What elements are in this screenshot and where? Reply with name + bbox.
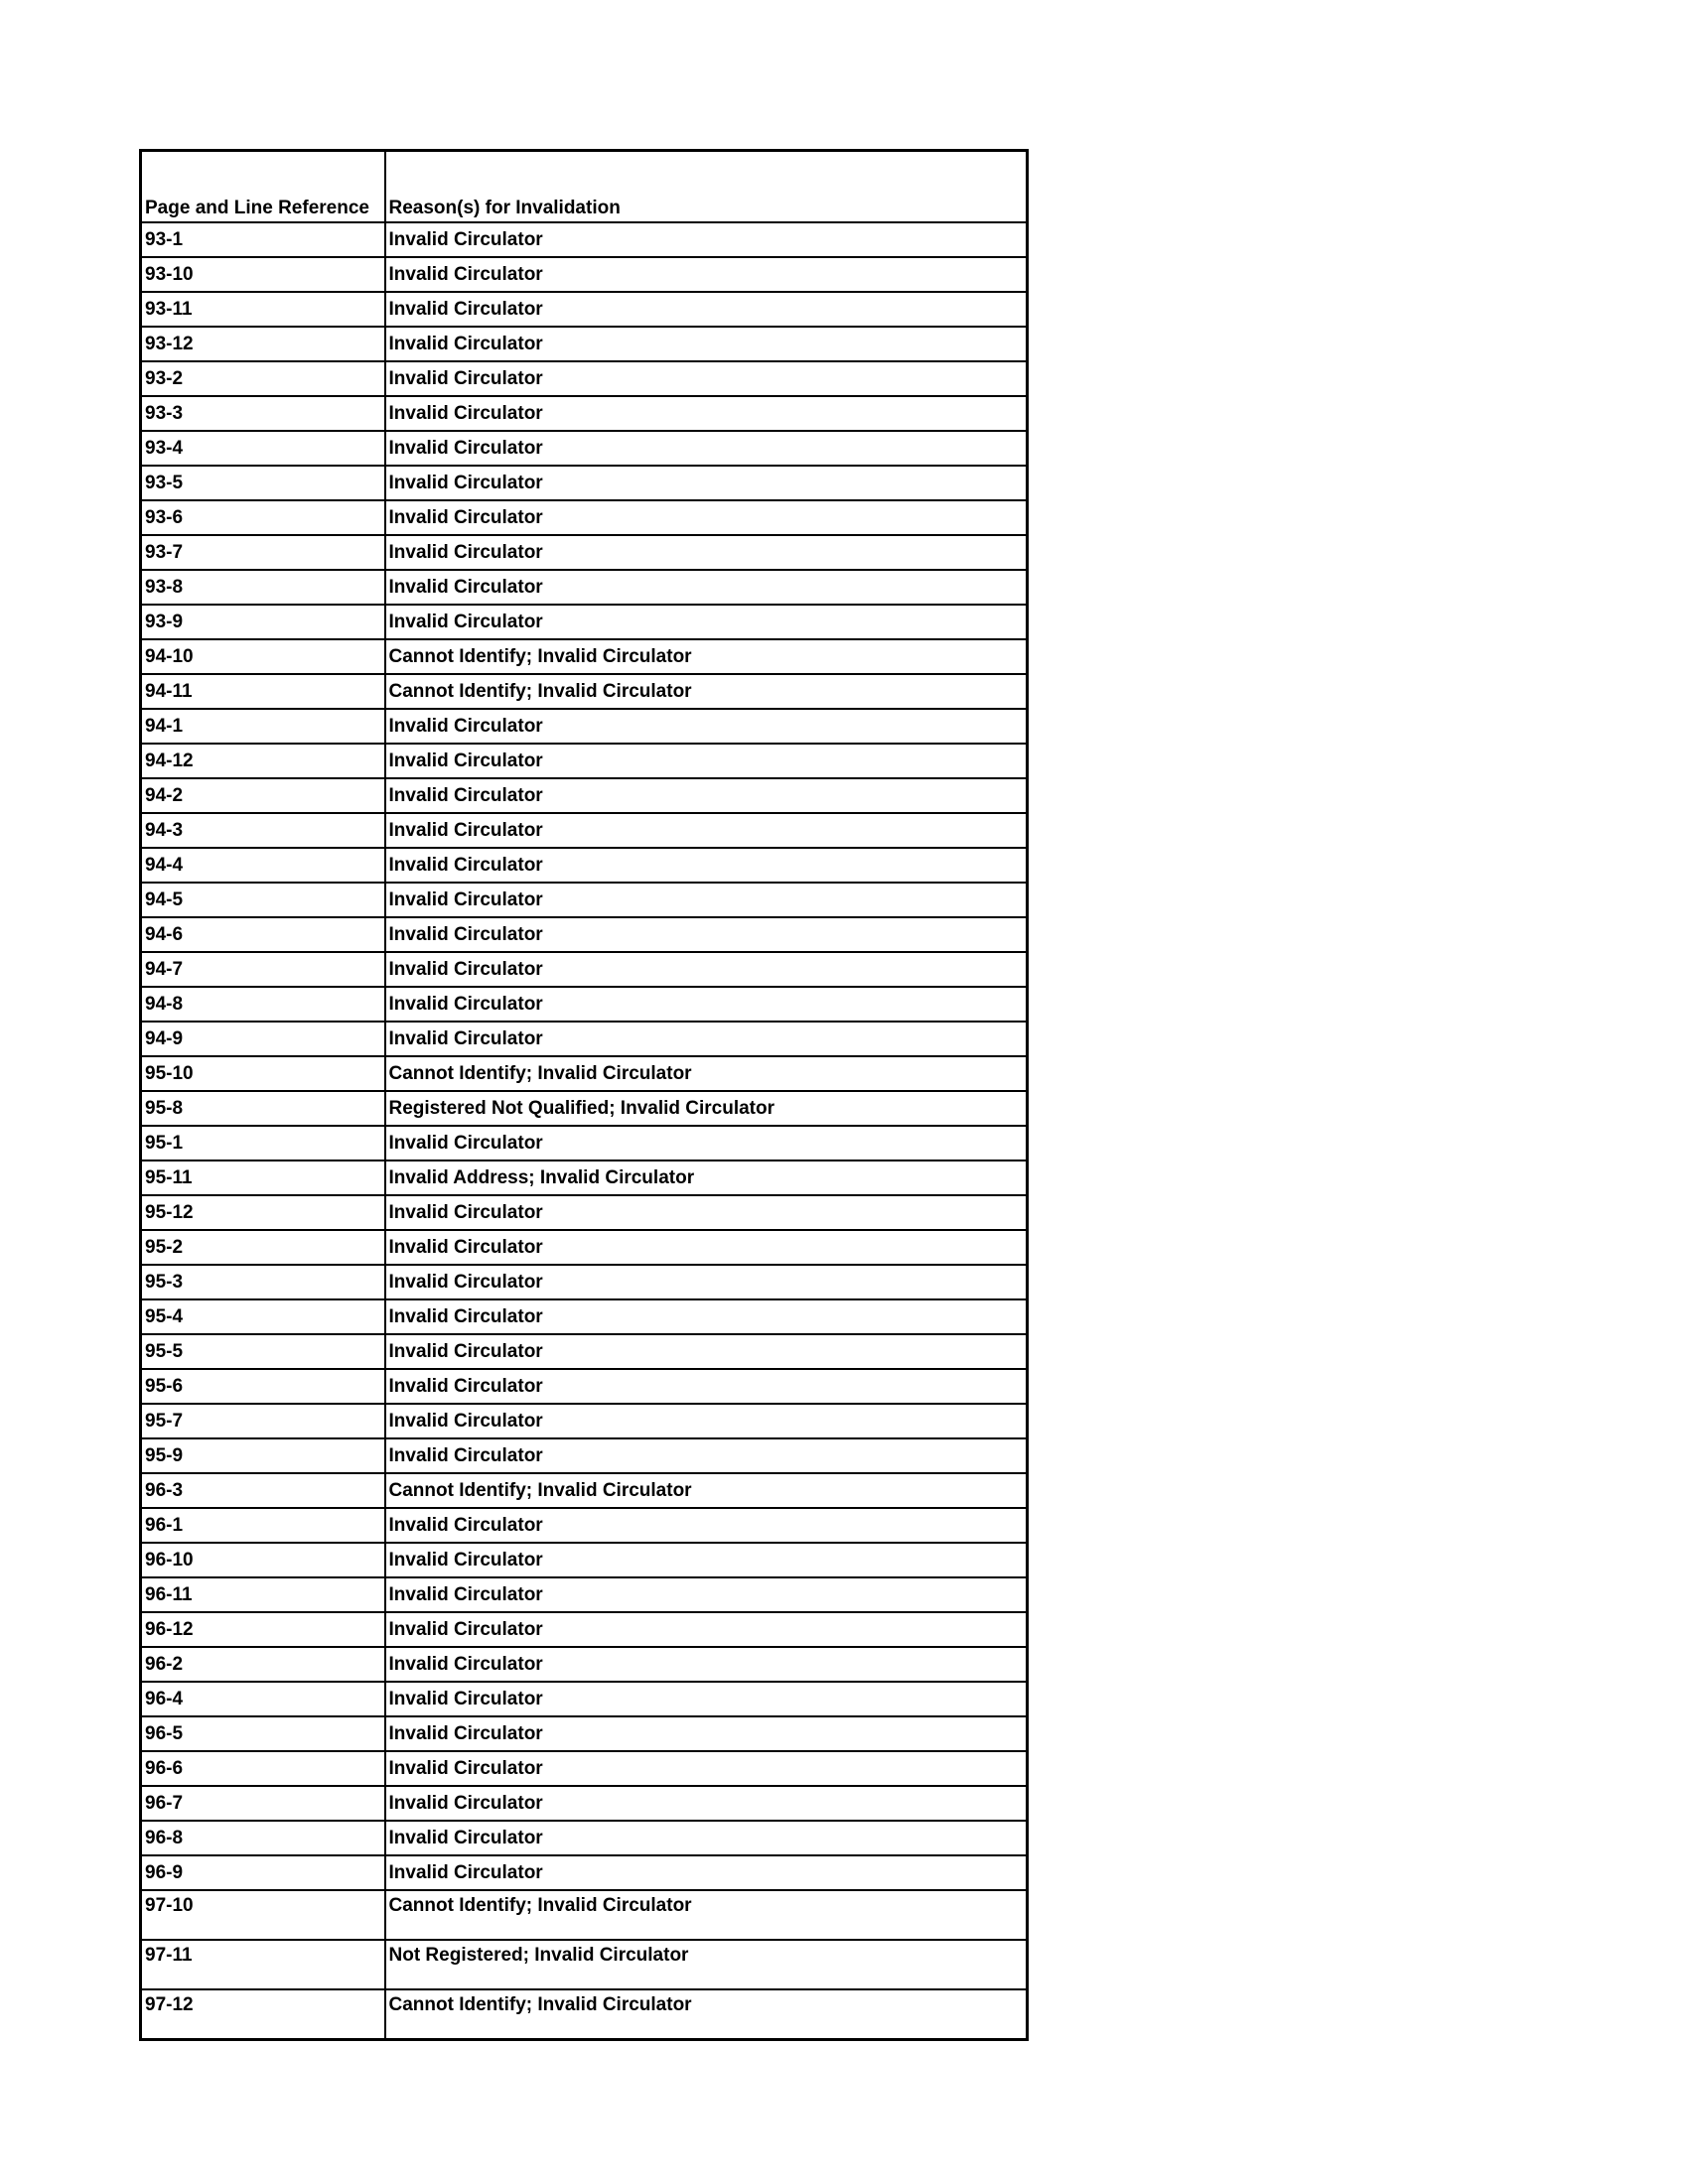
page-line-reference-cell: 93-12 [141, 327, 385, 361]
page-line-reference-cell: 95-6 [141, 1369, 385, 1404]
invalidation-reason-cell: Invalid Circulator [385, 1438, 1028, 1473]
invalidation-reason-cell: Invalid Circulator [385, 883, 1028, 917]
table-row [141, 361, 1028, 396]
table-row [141, 1369, 1028, 1404]
table-row [141, 883, 1028, 917]
invalidation-reason-cell: Invalid Circulator [385, 1230, 1028, 1265]
page-line-reference-cell: 95-10 [141, 1056, 385, 1091]
table-row [141, 987, 1028, 1022]
page-line-reference-cell: 96-7 [141, 1786, 385, 1821]
invalidation-sheet [139, 149, 1026, 2041]
page-line-reference-cell: 96-1 [141, 1508, 385, 1543]
page-line-reference-cell: 95-8 [141, 1091, 385, 1126]
page-line-reference-cell: 96-4 [141, 1682, 385, 1716]
page-line-reference-cell: 93-3 [141, 396, 385, 431]
page-line-reference-cell: 94-1 [141, 709, 385, 744]
invalidation-table-body [141, 151, 1028, 2040]
table-row [141, 1577, 1028, 1612]
invalidation-reason-cell: Invalid Circulator [385, 848, 1028, 883]
invalidation-reason-cell: Cannot Identify; Invalid Circulator [385, 674, 1028, 709]
invalidation-reason-cell: Invalid Circulator [385, 1577, 1028, 1612]
invalidation-reason-cell: Invalid Circulator [385, 744, 1028, 778]
page-line-reference-cell: 95-12 [141, 1195, 385, 1230]
page-line-reference-cell: 95-2 [141, 1230, 385, 1265]
invalidation-reason-cell: Invalid Circulator [385, 1022, 1028, 1056]
invalidation-reason-cell: Invalid Circulator [385, 1543, 1028, 1577]
table-row [141, 1647, 1028, 1682]
page-line-reference-cell: 93-5 [141, 466, 385, 500]
invalidation-reason-cell: Invalid Circulator [385, 466, 1028, 500]
header-page-line-reference: Page and Line Reference [141, 151, 385, 223]
page-line-reference-cell: 97-10 [141, 1890, 385, 1940]
invalidation-reason-cell: Invalid Circulator [385, 257, 1028, 292]
invalidation-reason-cell: Invalid Circulator [385, 327, 1028, 361]
table-row [141, 1404, 1028, 1438]
page-line-reference-cell: 96-2 [141, 1647, 385, 1682]
page-line-reference-cell: 97-11 [141, 1940, 385, 1989]
page-line-reference-cell: 95-11 [141, 1160, 385, 1195]
table-row [141, 570, 1028, 605]
page-line-reference-cell: 94-12 [141, 744, 385, 778]
table-row [141, 1195, 1028, 1230]
table-row [141, 222, 1028, 257]
table-row [141, 952, 1028, 987]
invalidation-reason-cell: Cannot Identify; Invalid Circulator [385, 1890, 1028, 1940]
page-line-reference-cell: 93-1 [141, 222, 385, 257]
table-row [141, 500, 1028, 535]
invalidation-reason-cell: Registered Not Qualified; Invalid Circulator [385, 1091, 1028, 1126]
page-line-reference-cell: 95-4 [141, 1299, 385, 1334]
table-row [141, 1716, 1028, 1751]
table-row [141, 1299, 1028, 1334]
invalidation-reason-cell: Cannot Identify; Invalid Circulator [385, 639, 1028, 674]
invalidation-reason-cell: Invalid Circulator [385, 605, 1028, 639]
table-row [141, 1543, 1028, 1577]
table-row [141, 1022, 1028, 1056]
page-line-reference-cell: 94-11 [141, 674, 385, 709]
page-line-reference-cell: 93-6 [141, 500, 385, 535]
page-line-reference-cell: 93-7 [141, 535, 385, 570]
page-line-reference-cell: 94-5 [141, 883, 385, 917]
invalidation-reason-cell: Invalid Circulator [385, 1195, 1028, 1230]
table-row [141, 778, 1028, 813]
table-row [141, 1508, 1028, 1543]
table-row [141, 1855, 1028, 1890]
table-row [141, 1438, 1028, 1473]
table-row [141, 813, 1028, 848]
invalidation-reason-cell: Invalid Circulator [385, 1716, 1028, 1751]
invalidation-reason-cell: Cannot Identify; Invalid Circulator [385, 1989, 1028, 2040]
invalidation-reason-cell: Invalid Circulator [385, 361, 1028, 396]
page-line-reference-cell: 96-6 [141, 1751, 385, 1786]
invalidation-reason-cell: Invalid Circulator [385, 222, 1028, 257]
invalidation-reason-cell: Invalid Circulator [385, 813, 1028, 848]
table-row [141, 1091, 1028, 1126]
table-row [141, 396, 1028, 431]
table-row [141, 709, 1028, 744]
page-line-reference-cell: 95-1 [141, 1126, 385, 1160]
invalidation-reason-cell: Invalid Circulator [385, 570, 1028, 605]
invalidation-reason-cell: Invalid Circulator [385, 1682, 1028, 1716]
invalidation-reason-cell: Invalid Circulator [385, 292, 1028, 327]
page-line-reference-cell: 93-2 [141, 361, 385, 396]
table-row [141, 535, 1028, 570]
invalidation-reason-cell: Invalid Circulator [385, 1265, 1028, 1299]
page-line-reference-cell: 94-8 [141, 987, 385, 1022]
page-line-reference-cell: 96-11 [141, 1577, 385, 1612]
page-line-reference-cell: 96-9 [141, 1855, 385, 1890]
invalidation-reason-cell: Invalid Circulator [385, 535, 1028, 570]
invalidation-reason-cell: Invalid Circulator [385, 396, 1028, 431]
table-row [141, 1786, 1028, 1821]
table-row [141, 1230, 1028, 1265]
invalidation-reason-cell: Invalid Circulator [385, 778, 1028, 813]
invalidation-reason-cell: Invalid Circulator [385, 1404, 1028, 1438]
invalidation-reason-cell: Invalid Circulator [385, 431, 1028, 466]
invalidation-table [139, 149, 1029, 2041]
page-line-reference-cell: 94-10 [141, 639, 385, 674]
header-reasons-for-invalidation: Reason(s) for Invalidation [385, 151, 1028, 223]
page-line-reference-cell: 96-12 [141, 1612, 385, 1647]
table-row [141, 431, 1028, 466]
page-line-reference-cell: 95-3 [141, 1265, 385, 1299]
invalidation-reason-cell: Invalid Address; Invalid Circulator [385, 1160, 1028, 1195]
invalidation-reason-cell: Invalid Circulator [385, 709, 1028, 744]
table-row [141, 1821, 1028, 1855]
invalidation-reason-cell: Invalid Circulator [385, 1369, 1028, 1404]
table-row [141, 1890, 1028, 1940]
invalidation-reason-cell: Invalid Circulator [385, 1299, 1028, 1334]
invalidation-reason-cell: Invalid Circulator [385, 1508, 1028, 1543]
page-line-reference-cell: 94-9 [141, 1022, 385, 1056]
invalidation-reason-cell: Invalid Circulator [385, 500, 1028, 535]
page-line-reference-cell: 95-9 [141, 1438, 385, 1473]
table-row [141, 639, 1028, 674]
invalidation-reason-cell: Cannot Identify; Invalid Circulator [385, 1473, 1028, 1508]
table-row [141, 1056, 1028, 1091]
page-line-reference-cell: 96-8 [141, 1821, 385, 1855]
invalidation-reason-cell: Invalid Circulator [385, 1855, 1028, 1890]
page-line-reference-cell: 93-4 [141, 431, 385, 466]
table-row [141, 1989, 1028, 2040]
table-row [141, 257, 1028, 292]
invalidation-reason-cell: Invalid Circulator [385, 952, 1028, 987]
table-row [141, 917, 1028, 952]
page-line-reference-cell: 93-9 [141, 605, 385, 639]
invalidation-reason-cell: Invalid Circulator [385, 1786, 1028, 1821]
table-header-row [141, 151, 1028, 223]
table-row [141, 292, 1028, 327]
table-row [141, 327, 1028, 361]
page-line-reference-cell: 94-4 [141, 848, 385, 883]
invalidation-reason-cell: Invalid Circulator [385, 1821, 1028, 1855]
table-row [141, 1160, 1028, 1195]
invalidation-reason-cell: Invalid Circulator [385, 1126, 1028, 1160]
page-line-reference-cell: 93-10 [141, 257, 385, 292]
page-line-reference-cell: 93-8 [141, 570, 385, 605]
table-row [141, 1751, 1028, 1786]
invalidation-reason-cell: Invalid Circulator [385, 1334, 1028, 1369]
table-row [141, 1473, 1028, 1508]
table-row [141, 466, 1028, 500]
table-row [141, 1126, 1028, 1160]
invalidation-reason-cell: Not Registered; Invalid Circulator [385, 1940, 1028, 1989]
page-line-reference-cell: 96-10 [141, 1543, 385, 1577]
invalidation-reason-cell: Invalid Circulator [385, 987, 1028, 1022]
invalidation-reason-cell: Invalid Circulator [385, 1612, 1028, 1647]
table-row [141, 1265, 1028, 1299]
page-line-reference-cell: 97-12 [141, 1989, 385, 2040]
table-row [141, 1334, 1028, 1369]
page-line-reference-cell: 93-11 [141, 292, 385, 327]
invalidation-reason-cell: Invalid Circulator [385, 917, 1028, 952]
invalidation-reason-cell: Cannot Identify; Invalid Circulator [385, 1056, 1028, 1091]
page-line-reference-cell: 94-7 [141, 952, 385, 987]
table-row [141, 744, 1028, 778]
page-line-reference-cell: 94-3 [141, 813, 385, 848]
page-line-reference-cell: 94-6 [141, 917, 385, 952]
invalidation-reason-cell: Invalid Circulator [385, 1751, 1028, 1786]
table-row [141, 848, 1028, 883]
invalidation-reason-cell: Invalid Circulator [385, 1647, 1028, 1682]
page-line-reference-cell: 95-5 [141, 1334, 385, 1369]
table-row [141, 1612, 1028, 1647]
page-line-reference-cell: 96-5 [141, 1716, 385, 1751]
table-row [141, 1682, 1028, 1716]
table-row [141, 674, 1028, 709]
page-line-reference-cell: 96-3 [141, 1473, 385, 1508]
table-row [141, 1940, 1028, 1989]
table-row [141, 605, 1028, 639]
page-line-reference-cell: 94-2 [141, 778, 385, 813]
page-line-reference-cell: 95-7 [141, 1404, 385, 1438]
